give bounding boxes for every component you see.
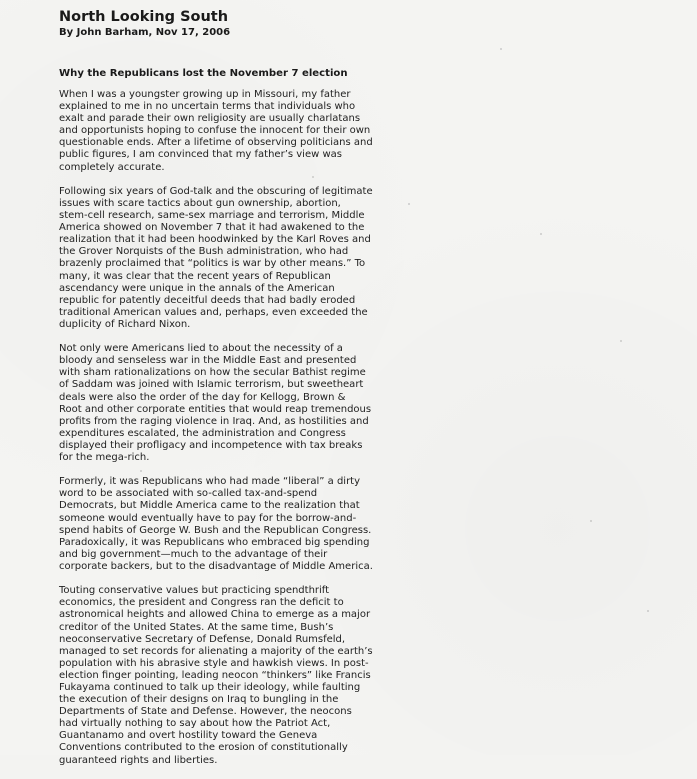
article-headline: Why the Republicans lost the November 7 election — [59, 68, 348, 79]
paragraph: Formerly, it was Republicans who had made “liberal” a dirty word to be associated with so-called tax-and-spend Democrats, but Middle America came to the realization that someone would eventually have to pay for the borrow-and- spend habits of George W. Bush and the Republican Congress. Paradoxically, it was Republicans who embraced big spending and big government—much to the advantage of their corporate backers, but to the disadvantage of Middle America. — [59, 476, 373, 572]
paragraph: Not only were Americans lied to about the necessity of a bloody and senseless war in the Middle East and presented with sham rationalizations on how the secular Bathist regime of Saddam was joined with Islamic terrorism, but sweetheart deals were also the order of the day for Kellogg, Brown & Root and other corporate entities that would reap tremendous profits from the raging violence in Iraq. And, as hostilities and expenditures escalated, the administration and Congress displayed their profligacy and incompetence with tax breaks for the mega-rich. — [59, 343, 372, 463]
paragraph: Following six years of God-talk and the obscuring of legitimate issues with scare tactics about gun ownership, abortion, stem-cell research, same-sex marriage and terrorism, Middle America showed on November 7 that it had awakened to the realization that it had been hoodwinked by the Karl Roves and the Grover Norquists of the Bush administration, who had brazenly proclaimed that “politics is war by other means.” To many, it was clear that the recent years of Republican ascendancy were unique in the annals of the American republic for patently deceitful deeds that had badly eroded traditional American values and, perhaps, even exceeded the duplicity of Richard Nixon. — [59, 185, 373, 330]
article-body — [59, 89, 379, 767]
article-column — [59, 8, 379, 779]
column-title: North Looking South — [59, 9, 229, 25]
byline: By John Barham, Nov 17, 2006 — [59, 27, 231, 38]
paragraph: When I was a youngster growing up in Missouri, my father explained to me in no uncertain terms that individuals who exalt and parade their own religiosity are usually charlatans and opportunists hoping to confuse the innocent for their own questionable ends. After a lifetime of observing politicians and public figures, I am convinced that my father’s view was completely accurate. — [59, 89, 373, 173]
paragraph: Touting conservative values but practicing spendthrift economics, the president and Congress ran the deficit to astronomical heights and allowed China to emerge as a major creditor of the United States. At the same time, Bush’s neoconservative Secretary of Defense, Donald Rumsfeld, managed to set records for alienating a majority of the earth’s population with his abrasive style and hawkish views. In post- election finger pointing, leading neocon “thinkers” like Francis Fukayama continued to talk up their ideology, while faulting the execution of their designs on Iraq to bungling in the Departments of State and Defense. However, the neocons had virtually nothing to say about how the Patriot Act, Guantanamo and overt hostility toward the Geneva Conventions contributed to the erosion of constitutionally guaranteed rights and liberties. — [59, 585, 373, 766]
